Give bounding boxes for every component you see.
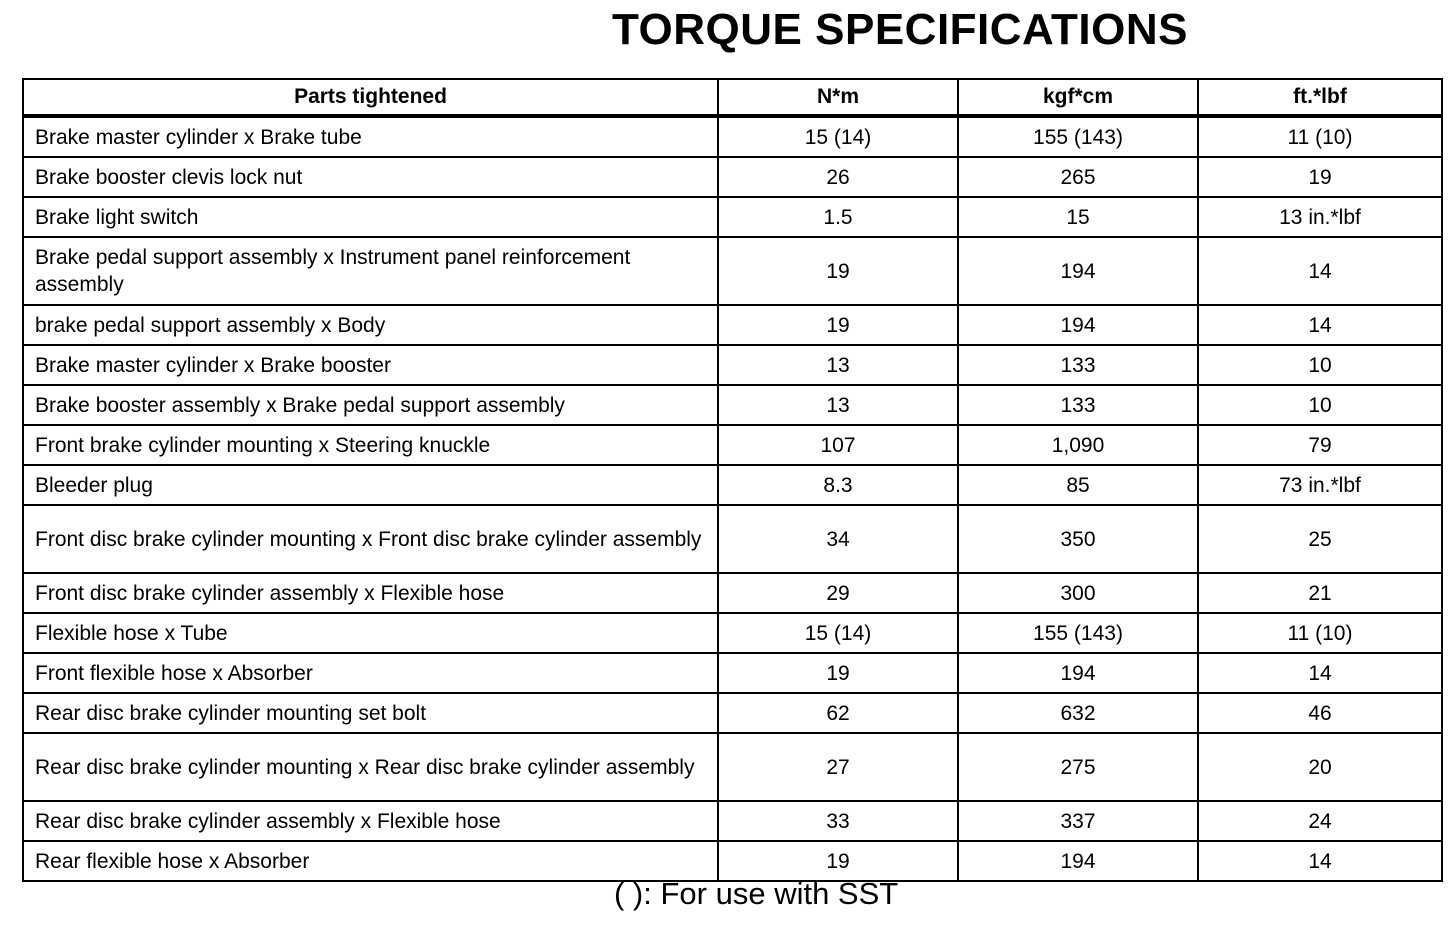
column-header-nm: N*m: [718, 79, 958, 116]
cell-ftlbf: 25: [1198, 505, 1442, 573]
cell-kgfcm: 1,090: [958, 425, 1198, 465]
cell-nm: 15 (14): [718, 613, 958, 653]
cell-kgfcm: 300: [958, 573, 1198, 613]
cell-part: Rear flexible hose x Absorber: [23, 841, 718, 881]
table-row: [23, 345, 1442, 385]
cell-nm: 8.3: [718, 465, 958, 505]
cell-nm: 34: [718, 505, 958, 573]
table-row: [23, 116, 1442, 157]
cell-part: Front disc brake cylinder assembly x Flexible hose: [23, 573, 718, 613]
cell-ftlbf: 19: [1198, 157, 1442, 197]
cell-ftlbf: 13 in.*lbf: [1198, 197, 1442, 237]
cell-nm: 26: [718, 157, 958, 197]
cell-nm: 19: [718, 841, 958, 881]
cell-ftlbf: 14: [1198, 841, 1442, 881]
table-header-row: [23, 79, 1442, 116]
cell-part: Rear disc brake cylinder assembly x Flexible hose: [23, 801, 718, 841]
cell-kgfcm: 350: [958, 505, 1198, 573]
column-header-ftlbf: ft.*lbf: [1198, 79, 1442, 116]
cell-ftlbf: 79: [1198, 425, 1442, 465]
cell-nm: 107: [718, 425, 958, 465]
cell-ftlbf: 20: [1198, 733, 1442, 801]
cell-ftlbf: 11 (10): [1198, 613, 1442, 653]
cell-part: Brake booster clevis lock nut: [23, 157, 718, 197]
cell-part: Front disc brake cylinder mounting x Front disc brake cylinder assembly: [23, 505, 718, 573]
cell-nm: 15 (14): [718, 116, 958, 157]
cell-ftlbf: 14: [1198, 305, 1442, 345]
cell-kgfcm: 194: [958, 305, 1198, 345]
cell-ftlbf: 14: [1198, 237, 1442, 305]
cell-nm: 19: [718, 305, 958, 345]
table-row: [23, 237, 1442, 305]
table-row: [23, 613, 1442, 653]
cell-kgfcm: 194: [958, 237, 1198, 305]
cell-part: Brake booster assembly x Brake pedal support assembly: [23, 385, 718, 425]
cell-kgfcm: 265: [958, 157, 1198, 197]
cell-kgfcm: 133: [958, 385, 1198, 425]
table-row: [23, 425, 1442, 465]
cell-kgfcm: 85: [958, 465, 1198, 505]
cell-part: Bleeder plug: [23, 465, 718, 505]
cell-part: Front flexible hose x Absorber: [23, 653, 718, 693]
cell-kgfcm: 15: [958, 197, 1198, 237]
cell-part: Rear disc brake cylinder mounting set bolt: [23, 693, 718, 733]
cell-part: Flexible hose x Tube: [23, 613, 718, 653]
cell-ftlbf: 14: [1198, 653, 1442, 693]
cell-part: Rear disc brake cylinder mounting x Rear disc brake cylinder assembly: [23, 733, 718, 801]
cell-kgfcm: 155 (143): [958, 116, 1198, 157]
cell-kgfcm: 133: [958, 345, 1198, 385]
cell-ftlbf: 73 in.*lbf: [1198, 465, 1442, 505]
cell-nm: 13: [718, 345, 958, 385]
table-row: [23, 157, 1442, 197]
table-row: [23, 801, 1442, 841]
table-row: [23, 465, 1442, 505]
cell-kgfcm: 275: [958, 733, 1198, 801]
cell-kgfcm: 632: [958, 693, 1198, 733]
cell-ftlbf: 10: [1198, 345, 1442, 385]
cell-nm: 27: [718, 733, 958, 801]
cell-ftlbf: 46: [1198, 693, 1442, 733]
cell-kgfcm: 155 (143): [958, 613, 1198, 653]
cell-part: Brake light switch: [23, 197, 718, 237]
cell-nm: 13: [718, 385, 958, 425]
table-row: [23, 733, 1442, 801]
cell-ftlbf: 10: [1198, 385, 1442, 425]
cell-nm: 62: [718, 693, 958, 733]
table-body: [23, 116, 1442, 881]
cell-part: Brake master cylinder x Brake booster: [23, 345, 718, 385]
cell-kgfcm: 194: [958, 653, 1198, 693]
cell-ftlbf: 11 (10): [1198, 116, 1442, 157]
table-row: [23, 653, 1442, 693]
cell-kgfcm: 337: [958, 801, 1198, 841]
footnote: ( ): For use with SST: [614, 876, 899, 911]
cell-part: brake pedal support assembly x Body: [23, 305, 718, 345]
cell-nm: 19: [718, 653, 958, 693]
cell-nm: 29: [718, 573, 958, 613]
cell-part: Brake pedal support assembly x Instrument panel reinforcement assembly: [23, 237, 718, 305]
cell-ftlbf: 24: [1198, 801, 1442, 841]
table-row: [23, 305, 1442, 345]
cell-nm: 33: [718, 801, 958, 841]
torque-spec-table: [22, 78, 1443, 882]
cell-part: Front brake cylinder mounting x Steering knuckle: [23, 425, 718, 465]
table-row: [23, 385, 1442, 425]
table-row: [23, 693, 1442, 733]
cell-part: Brake master cylinder x Brake tube: [23, 116, 718, 157]
table-row: [23, 197, 1442, 237]
table-row: [23, 573, 1442, 613]
cell-ftlbf: 21: [1198, 573, 1442, 613]
table-row: [23, 505, 1442, 573]
cell-kgfcm: 194: [958, 841, 1198, 881]
cell-nm: 19: [718, 237, 958, 305]
page-title: TORQUE SPECIFICATIONS: [611, 5, 1189, 54]
column-header-kgfcm: kgf*cm: [958, 79, 1198, 116]
cell-nm: 1.5: [718, 197, 958, 237]
column-header-parts: Parts tightened: [23, 79, 718, 116]
